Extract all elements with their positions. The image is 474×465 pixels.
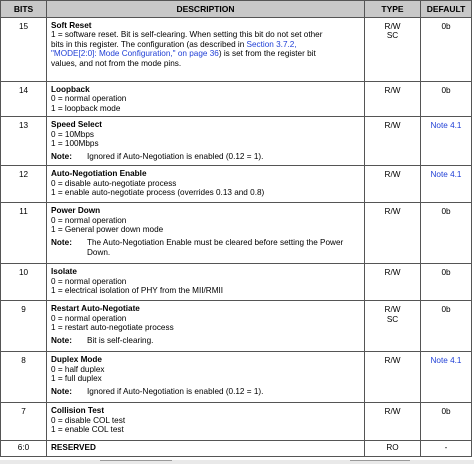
field-title: Duplex Mode [51,355,102,365]
bits-cell: 7 [1,403,47,441]
type-value: RO [386,443,399,453]
table-row [1,117,472,166]
type-cell [365,403,421,441]
note-label: Note: [51,387,72,397]
bits-cell: 8 [1,352,47,403]
description-cell [47,18,365,82]
bits-cell: 9 [1,301,47,352]
description-line: 1 = full duplex [51,374,102,384]
field-title: Isolate [51,267,77,277]
table-row [1,441,472,457]
type-cell [365,203,421,264]
description-line: 0 = normal operation [51,94,127,104]
note-text: The Auto-Negotiation Enable must be cleared before setting the Power Down. [87,238,344,257]
type-value: R/W [384,207,401,217]
description-line: 0 = normal operation [51,215,127,225]
bits-cell: 14 [1,82,47,117]
description-line: 1 = enable auto-negotiate process (overrides 0.13 and 0.8) [51,188,265,198]
type-value: R/W [384,86,401,95]
description-line: 1 = restart auto-negotiate process [51,323,174,333]
note [51,387,360,396]
default-cell: 0b [421,403,472,441]
type-value: R/W [384,407,401,417]
table-row [1,203,472,264]
field-title: Restart Auto-Negotiate [51,304,140,314]
note-text: Ignored if Auto-Negotiation is enabled (0.12 = 1). [87,152,264,162]
type-value: R/W [384,356,401,366]
field-title: Loopback [51,85,90,94]
description-line: 0 = disable COL test [51,415,126,425]
field-title: RESERVED [51,443,96,453]
table-row [1,166,472,203]
field-title: Soft Reset [51,21,92,30]
type-cell [365,264,421,301]
column-header-default: DEFAULT [421,1,472,18]
note-label: Note: [51,152,72,162]
description-text: bits in this register. The configuration (as described in [51,39,247,49]
note [51,336,360,345]
column-header-bits: BITS [1,1,47,18]
note-label: Note: [51,336,72,346]
note-label: Note: [51,238,72,248]
type-value: R/W [384,305,401,315]
table-header-row [1,1,472,18]
field-title: Power Down [51,206,101,216]
type-cell [365,352,421,403]
table-row [1,301,472,352]
default-cell: 0b [421,301,472,352]
section-link[interactable]: Section 3.7.2, [246,39,297,49]
column-header-description: DESCRIPTION [47,1,365,18]
type-cell [365,18,421,82]
default-note-link[interactable]: Note 4.1 [421,352,472,403]
bits-cell: 13 [1,117,47,166]
note [51,152,360,161]
default-cell: 0b [421,264,472,301]
type-cell [365,82,421,117]
type-cell [365,117,421,166]
description-cell [47,352,365,403]
table-row [1,264,472,301]
bits-cell: 11 [1,203,47,264]
type-value: SC [386,314,399,324]
description-line: 1 = software reset. Bit is self-clearing. When setting this bit do not set other [51,30,323,40]
description-cell [47,166,365,203]
bottom-toolbar-edge [0,460,474,464]
table-row [1,18,472,82]
column-header-type: TYPE [365,1,421,18]
note [51,238,360,257]
bits-cell: 10 [1,264,47,301]
field-title: Collision Test [51,406,105,416]
default-cell: - [421,441,472,457]
type-cell [365,441,421,457]
type-cell [365,301,421,352]
description-line: 0 = half duplex [51,364,105,374]
note-text: Ignored if Auto-Negotiation is enabled (0.12 = 1). [87,387,264,397]
description-cell [47,301,365,352]
description-line: 1 = 100Mbps [51,139,99,149]
type-value: R/W [384,121,401,131]
mode-config-link[interactable]: "MODE[2:0]: Mode Configuration," on page 36 [51,49,219,59]
description-text: ) is set from the register bit [218,49,316,59]
description-line: values, and not from the mode pins. [51,58,182,68]
description-line: 0 = normal operation [51,276,127,286]
description-line: 0 = disable auto-negotiate process [51,178,177,188]
type-value: R/W [384,268,401,278]
table-row [1,403,472,441]
type-value: R/W [384,170,401,180]
description-line: 1 = enable COL test [51,425,124,435]
type-value: SC [386,31,399,41]
default-cell: 0b [421,18,472,82]
type-cell [365,166,421,203]
type-value: R/W [384,22,401,31]
bits-cell: 12 [1,166,47,203]
description-line: 1 = loopback mode [51,103,121,113]
description-line [51,40,360,49]
description-line: 1 = General power down mode [51,225,164,235]
description-line [51,49,360,58]
default-note-link[interactable]: Note 4.1 [421,117,472,166]
description-cell [47,82,365,117]
description-cell [47,441,365,457]
field-title: Auto-Negotiation Enable [51,169,147,179]
note-text: Bit is self-clearing. [87,336,154,346]
description-cell [47,403,365,441]
field-title: Speed Select [51,120,102,130]
toolbar-segment [350,460,410,465]
description-line: 1 = electrical isolation of PHY from the MII/RMII [51,286,224,296]
toolbar-segment [100,460,172,465]
description-cell [47,264,365,301]
default-cell: 0b [421,82,472,117]
description-line: 0 = normal operation [51,313,127,323]
table-row [1,82,472,117]
default-note-link[interactable]: Note 4.1 [421,166,472,203]
description-cell [47,117,365,166]
bits-cell: 15 [1,18,47,82]
description-line: 0 = 10Mbps [51,129,95,139]
table-row [1,352,472,403]
bits-cell: 6:0 [1,441,47,457]
default-cell: 0b [421,203,472,264]
description-cell [47,203,365,264]
